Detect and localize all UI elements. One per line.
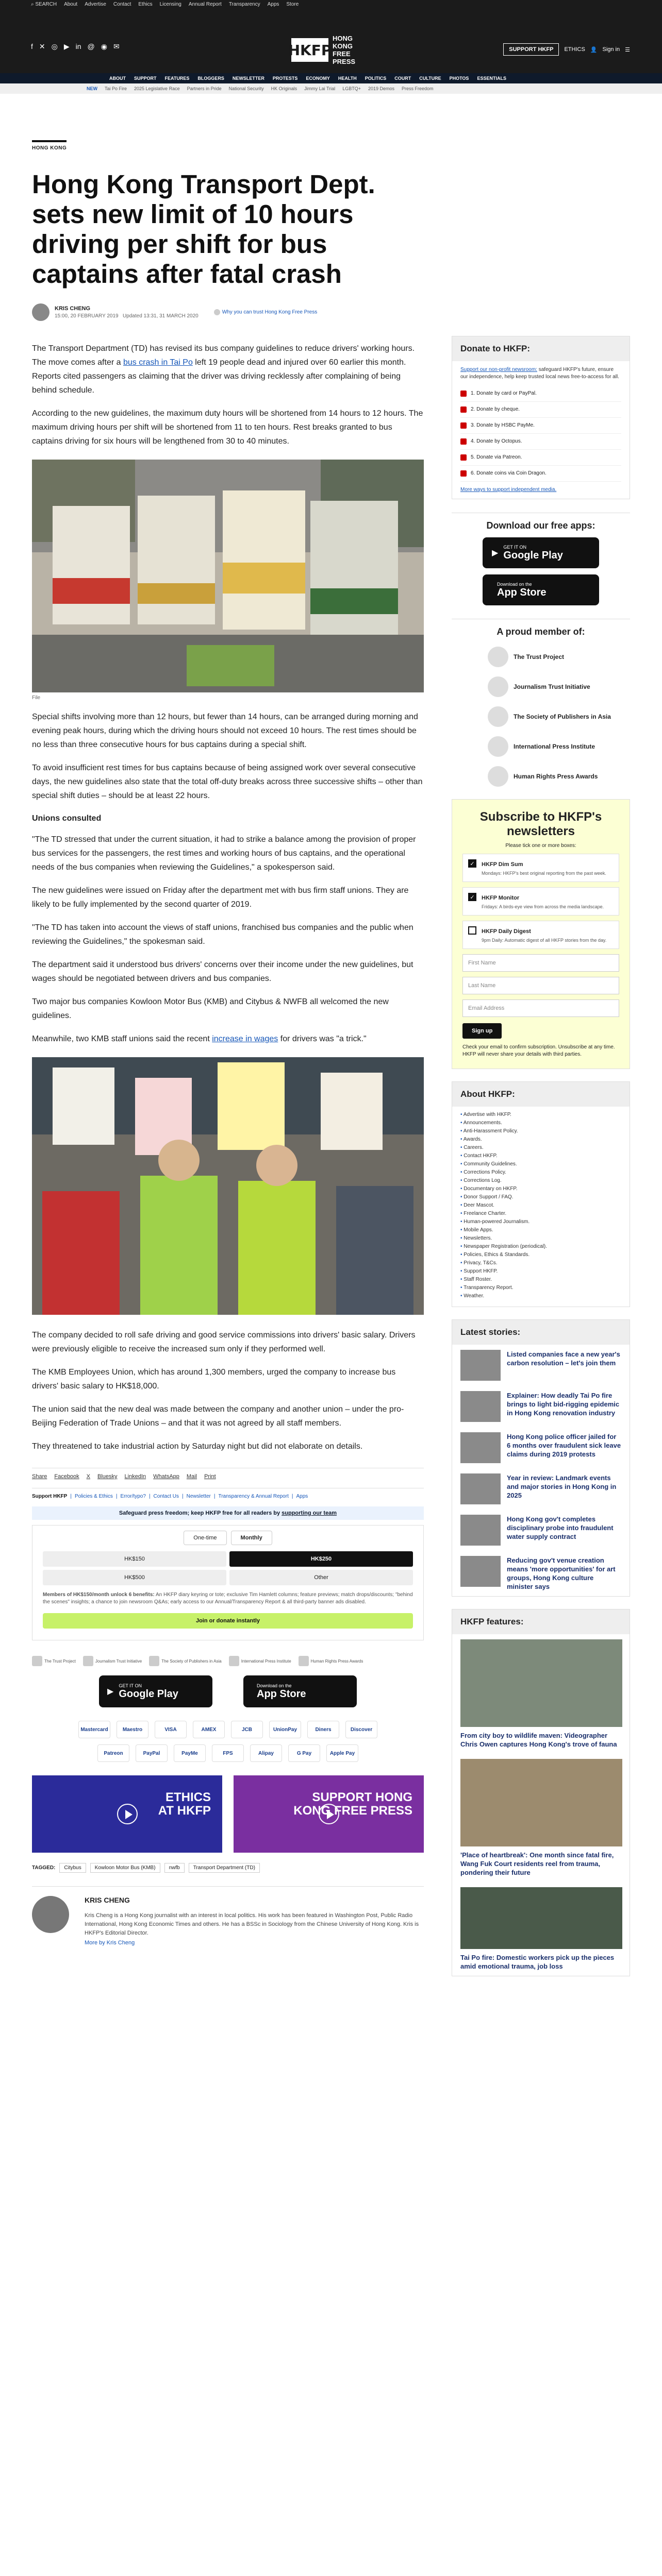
- story-thumbnail: [460, 1473, 501, 1504]
- main-nav: [0, 73, 662, 83]
- about-box: [452, 1081, 630, 1307]
- section-subhead: Unions consulted: [32, 814, 102, 823]
- amount-option[interactable]: HK$500: [43, 1570, 226, 1585]
- paragraph: The union said that the new deal was made between the company and another union – under the pro-Beijing Federation of Trade Unions – and that it was not agreed by all staff members.: [32, 1405, 404, 1428]
- nav-protests[interactable]: PROTESTS: [272, 76, 298, 81]
- donate-intro: Support our non-profit newsroom: safeguard HKFP's future, ensure our independence, help keep trusted local news free-to-access for all.: [460, 367, 619, 380]
- jti-icon: [83, 1656, 93, 1666]
- amount-option-selected[interactable]: HK$250: [229, 1551, 413, 1567]
- paragraph: The KMB Employees Union, which has around 1,300 members, urged the company to increase bus drivers' basic salary to HK$18,000.: [32, 1368, 396, 1391]
- amount-option[interactable]: HK$150: [43, 1551, 226, 1567]
- about-link[interactable]: • Community Guidelines.: [460, 1160, 621, 1168]
- newsletter-link[interactable]: Newsletter: [186, 1494, 211, 1499]
- hrpa-icon: [488, 766, 508, 787]
- topic-nav: [0, 83, 662, 94]
- feature-image: [460, 1759, 622, 1846]
- article-tags: [32, 1863, 424, 1873]
- payment-logo: Discover: [345, 1721, 377, 1738]
- ipi-badge[interactable]: International Press Institute: [229, 1656, 291, 1666]
- protest-image: [32, 1057, 424, 1315]
- about-link[interactable]: • Human-powered Journalism.: [460, 1218, 621, 1226]
- member-sopa[interactable]: The Society of Publishers in Asia: [488, 706, 630, 727]
- feature-image: [460, 1887, 622, 1949]
- tag[interactable]: nwfb: [164, 1863, 185, 1873]
- utility-contact[interactable]: Contact: [113, 1, 131, 7]
- utility-transparency[interactable]: Transparency: [228, 1, 260, 7]
- story-thumbnail: [460, 1350, 501, 1381]
- apps-link[interactable]: Apps: [296, 1494, 308, 1499]
- payment-logo: UnionPay: [269, 1721, 301, 1738]
- x-icon[interactable]: ✕: [39, 42, 45, 50]
- about-link[interactable]: • Weather.: [460, 1292, 621, 1300]
- site-header: [0, 8, 662, 73]
- join-donate-button[interactable]: Join or donate instantly: [43, 1613, 413, 1629]
- frequency-toggle: [43, 1531, 413, 1545]
- hkfp-features: [452, 1609, 630, 1976]
- author-avatar: [32, 303, 49, 321]
- first-name-field[interactable]: First Name: [462, 954, 619, 972]
- about-link[interactable]: • Newspaper Registration (periodical).: [460, 1243, 621, 1251]
- app-store-links: [32, 1675, 424, 1707]
- payment-logo: VISA: [155, 1721, 187, 1738]
- trust-project-icon: [488, 647, 508, 667]
- author-name[interactable]: KRIS CHENG: [55, 306, 91, 312]
- share-whatsapp[interactable]: WhatsApp: [153, 1473, 179, 1480]
- member-hrpa[interactable]: Human Rights Press Awards: [488, 766, 630, 787]
- ethics-link[interactable]: ETHICS: [564, 46, 585, 53]
- checkbox-checked[interactable]: ✓: [468, 859, 476, 868]
- about-link[interactable]: • Staff Roster.: [460, 1276, 621, 1284]
- youtube-icon[interactable]: ▶: [63, 42, 70, 50]
- sopa-icon: [488, 706, 508, 727]
- utility-bar: [0, 0, 662, 8]
- utility-store[interactable]: Store: [286, 1, 299, 7]
- about-link[interactable]: • Contact HKFP.: [460, 1152, 621, 1160]
- last-name-field[interactable]: Last Name: [462, 977, 619, 994]
- error-link[interactable]: Error/typo?: [120, 1494, 146, 1499]
- utility-advertise[interactable]: Advertise: [85, 1, 106, 7]
- new-badge: NEW: [87, 86, 97, 91]
- nav-bloggers[interactable]: BLOGGERS: [197, 76, 224, 81]
- member-title: A proud member of:: [452, 619, 630, 637]
- paragraph: To avoid insufficient rest times for bus captains because of being assigned work over several consecutive days, the new guidelines also state that the total off-duty breaks across three successive shifts – other than special shift duties – should be at least 22 hours.: [32, 764, 423, 800]
- publish-date: 15:00, 20 FEBRUARY 2019 Updated 13:31, 31 MARCH 2020: [55, 313, 198, 319]
- checkbox-checked[interactable]: ✓: [468, 893, 476, 901]
- about-link[interactable]: • Documentary on HKFP.: [460, 1185, 621, 1193]
- mail-icon[interactable]: ✉: [113, 42, 120, 50]
- ipi-icon: [488, 736, 508, 757]
- donate-option[interactable]: 5. Donate via Patreon.: [460, 450, 621, 466]
- story-thumbnail: [460, 1556, 501, 1587]
- feature-image: [460, 1639, 622, 1727]
- paragraph: The company decided to roll safe driving and good service commissions into drivers' basic salary. Drivers were previously eligible to receive the increased sum only if they performed well.: [32, 1331, 416, 1353]
- byline: [32, 303, 424, 321]
- more-by-author-link[interactable]: More by Kris Cheng: [85, 1940, 135, 1946]
- promo-videos: [32, 1775, 424, 1853]
- payment-logo: Diners: [307, 1721, 339, 1738]
- paragraph: According to the new guidelines, the maximum duty hours will be shortened from 14 hours to 12 hours. The maximum driving hours per shift will be shortened from 11 to ten hours. Rest breaks granted to bus captains driving for six hours will be lengthened from 30 to 40 minutes.: [32, 409, 423, 446]
- nav-about[interactable]: ABOUT: [109, 76, 126, 81]
- more-ways-link[interactable]: More ways to support independent media.: [460, 487, 557, 493]
- photo-caption: File: [32, 695, 41, 701]
- apps-title: Download our free apps:: [452, 513, 630, 531]
- utility-apps[interactable]: Apps: [267, 1, 279, 7]
- paragraph: The Transport Department (TD) has revised its bus company guidelines to reduce drivers' working hours. The move comes after a bus crash in Tai Po left 19 people dead and injured over 60 earlier this month. Reports cited passengers as claiming that the driver was driving recklessly after complaining of being behind schedule.: [32, 344, 415, 395]
- member-ipi[interactable]: International Press Institute: [488, 736, 630, 757]
- about-title: About HKFP:: [452, 1082, 630, 1107]
- feature-story[interactable]: Tai Po fire: Domestic workers pick up the pieces amid emotional trauma, job loss: [452, 1882, 630, 1976]
- sidebar-app-store-button[interactable]: Download on the App Store: [483, 574, 599, 605]
- nav-politics[interactable]: POLITICS: [365, 76, 387, 81]
- topic-partners-in-pride[interactable]: Partners in Pride: [187, 86, 222, 91]
- utility-annual-report[interactable]: Annual Report: [188, 1, 222, 7]
- topic-jimmy-lai-trial[interactable]: Jimmy Lai Trial: [304, 86, 336, 91]
- logo-mark: HKFP: [291, 38, 328, 62]
- donate-option[interactable]: 1. Donate by card or PayPal.: [460, 386, 621, 402]
- safeguard-banner: Safeguard press freedom; keep HKFP free for all readers by supporting our team: [32, 1506, 424, 1520]
- payment-logo: PayPal: [136, 1744, 168, 1762]
- share-mail[interactable]: Mail: [186, 1473, 197, 1480]
- nav-features[interactable]: FEATURES: [164, 76, 190, 81]
- jti-badge[interactable]: Journalism Trust Initiative: [83, 1656, 142, 1666]
- trust-link[interactable]: Why you can trust Hong Kong Free Press: [214, 309, 318, 315]
- paragraph: Two major bus companies Kowloon Motor Bus (KMB) and Citybus & NWFB all welcomed the new guidelines.: [32, 997, 389, 1020]
- coin-icon: [460, 470, 467, 477]
- about-link[interactable]: • Awards.: [460, 1136, 621, 1144]
- topic-national-security[interactable]: National Security: [228, 86, 264, 91]
- about-link[interactable]: • Support HKFP.: [460, 1267, 621, 1276]
- utility-search[interactable]: ⌕ SEARCH: [31, 1, 57, 7]
- story-thumbnail: [460, 1515, 501, 1546]
- author-photo: [32, 1896, 69, 1933]
- about-link[interactable]: • Announcements.: [460, 1119, 621, 1127]
- hrpa-badge[interactable]: Human Rights Press Awards: [299, 1656, 363, 1666]
- latest-story[interactable]: Hong Kong gov't completes disciplinary probe into fraudulent water supply contract: [452, 1510, 630, 1551]
- latest-story[interactable]: Year in review: Landmark events and major stories in Hong Kong in 2025: [452, 1468, 630, 1510]
- newsletter-option[interactable]: ✓ HKFP Monitor Fridays: A birds-eye view from across the media landscape.: [462, 887, 619, 916]
- nav-essentials[interactable]: ESSENTIALS: [477, 76, 506, 81]
- trust-project-badge[interactable]: The Trust Project: [32, 1656, 76, 1666]
- amount-option[interactable]: Other: [229, 1570, 413, 1585]
- transparency-link[interactable]: Transparency & Annual Report: [218, 1494, 289, 1499]
- nav-newsletter[interactable]: NEWSLETTER: [232, 76, 264, 81]
- about-link[interactable]: • Deer Mascot.: [460, 1201, 621, 1210]
- header-actions: [503, 43, 630, 56]
- latest-story[interactable]: Listed companies face a new year's carbon resolution – let's join them: [452, 1345, 630, 1386]
- about-link[interactable]: • Advertise with HKFP.: [460, 1111, 621, 1119]
- instagram-icon[interactable]: ◎: [51, 42, 58, 50]
- google-play-icon: ▶: [107, 1687, 114, 1696]
- latest-story[interactable]: Explainer: How deadly Tai Po fire brings to light bid-rigging epidemic in Hong Kong renovation industry: [452, 1386, 630, 1427]
- share-bar: [32, 1468, 424, 1480]
- app-store-button[interactable]: Download on the App Store: [243, 1675, 357, 1707]
- rss-icon[interactable]: ◉: [101, 42, 107, 50]
- utility-licensing[interactable]: Licensing: [159, 1, 181, 7]
- menu-icon[interactable]: ☰: [625, 46, 630, 53]
- hrpa-icon: [299, 1656, 309, 1666]
- share-bluesky[interactable]: Bluesky: [97, 1473, 118, 1480]
- sign-up-button[interactable]: Sign up: [462, 1023, 502, 1039]
- shield-icon: [214, 309, 220, 315]
- google-play-button[interactable]: ▶ GET IT ON Google Play: [99, 1675, 212, 1707]
- nav-culture[interactable]: CULTURE: [419, 76, 441, 81]
- protest-photo: [32, 1057, 424, 1315]
- threads-icon[interactable]: @: [87, 42, 95, 50]
- article-category[interactable]: HONG KONG: [32, 140, 67, 151]
- author-bio: Kris Cheng is a Hong Kong journalist with an interest in local politics. His work has been featured in Washington Post, Public Radio International, Hong Kong Economic Times and others. He has a BSSc in Sociology from the Chinese University of Hong Kong. Kris is HKFP's Editorial Director.: [85, 1912, 419, 1936]
- author-box: [32, 1886, 424, 1946]
- story-thumbnail: [460, 1432, 501, 1463]
- patreon-icon: [460, 454, 467, 461]
- play-icon[interactable]: [117, 1804, 138, 1824]
- membership-badges: [32, 1656, 424, 1666]
- sign-in-link[interactable]: Sign in: [602, 46, 620, 53]
- latest-title: Latest stories:: [452, 1320, 630, 1345]
- tag[interactable]: Transport Department (TD): [189, 1863, 260, 1873]
- buses-image: [32, 460, 424, 692]
- tags-label: TAGGED:: [32, 1865, 56, 1871]
- email-field[interactable]: Email Address: [462, 999, 619, 1017]
- paragraph: "The TD stressed that under the current situation, it had to strike a balance among the provision of proper bus services for the passengers, the rest times and working hours of bus captains, and the operational needs of the bus companies when reviewing the Guidelines," a spokesperson said.: [32, 835, 416, 872]
- newsletter-signup: [452, 799, 630, 1069]
- about-link[interactable]: • Corrections Policy.: [460, 1168, 621, 1177]
- donate-option[interactable]: 2. Donate by cheque.: [460, 402, 621, 418]
- ipi-icon: [229, 1656, 239, 1666]
- utility-about[interactable]: About: [64, 1, 78, 7]
- payment-logo: Patreon: [97, 1744, 129, 1762]
- paragraph: Meanwhile, two KMB staff unions said the recent increase in wages for drivers was "a trick.": [32, 1035, 367, 1043]
- linkedin-icon[interactable]: in: [75, 42, 81, 50]
- newsletter-option[interactable]: ✓ HKFP Dim Sum Mondays: HKFP's best original reporting from the past week.: [462, 854, 619, 882]
- jti-icon: [488, 676, 508, 697]
- card-icon: [460, 391, 467, 397]
- author-box-name[interactable]: KRIS CHENG: [85, 1896, 130, 1904]
- donate-list: [452, 386, 630, 482]
- about-link[interactable]: • Policies, Ethics & Standards.: [460, 1251, 621, 1259]
- about-list: [452, 1107, 630, 1300]
- payme-icon: [460, 422, 467, 429]
- donate-option[interactable]: 4. Donate by Octopus.: [460, 434, 621, 450]
- site-logo[interactable]: [288, 35, 370, 65]
- google-play-icon: ▶: [492, 549, 499, 557]
- story-thumbnail: [460, 1391, 501, 1422]
- member-trust-project[interactable]: The Trust Project: [488, 647, 630, 667]
- payment-logo: Maestro: [117, 1721, 148, 1738]
- trust-project-icon: [32, 1656, 42, 1666]
- bus-crash-link[interactable]: bus crash in Tai Po: [123, 358, 193, 367]
- paragraph: They threatened to take industrial action by Saturday night but did not elaborate on details.: [32, 1442, 363, 1451]
- payment-logo: JCB: [231, 1721, 263, 1738]
- checkbox-unchecked[interactable]: [468, 926, 476, 935]
- topic-2019-demos[interactable]: 2019 Demos: [368, 86, 394, 91]
- utility-ethics[interactable]: Ethics: [138, 1, 153, 7]
- about-link[interactable]: • Donor Support / FAQ.: [460, 1193, 621, 1201]
- subscribe-intro: Please tick one or more boxes:: [505, 843, 576, 849]
- bus-photo: [32, 460, 424, 692]
- newsletter-option[interactable]: HKFP Daily Digest 9pm Daily: Automatic digest of all HKFP stories from the day.: [462, 921, 619, 949]
- share-facebook[interactable]: Facebook: [54, 1473, 79, 1480]
- nav-court[interactable]: COURT: [394, 76, 411, 81]
- about-link[interactable]: • Privacy, T&Cs.: [460, 1259, 621, 1267]
- cheque-icon: [460, 406, 467, 413]
- article: [32, 140, 424, 1946]
- support-video[interactable]: SUPPORT HONG KONG FREE PRESS: [234, 1775, 424, 1853]
- sopa-icon: [149, 1656, 159, 1666]
- share-linkedin[interactable]: LinkedIn: [124, 1473, 146, 1480]
- about-link[interactable]: • Freelance Charter.: [460, 1210, 621, 1218]
- paragraph: "The TD has taken into account the views of staff unions, franchised bus companies and the public when reviewing the Guidelines," the spokesman said.: [32, 923, 413, 946]
- about-link[interactable]: • Anti-Harassment Policy.: [460, 1127, 621, 1136]
- topic-legislative-race[interactable]: 2025 Legislative Race: [134, 86, 180, 91]
- payment-logo: AMEX: [193, 1721, 225, 1738]
- paragraph: The new guidelines were issued on Friday after the department met with bus firm staff unions. They are likely to be fully implemented by the second quarter of 2019.: [32, 886, 409, 909]
- support-hkfp-button[interactable]: SUPPORT HKFP: [503, 43, 559, 56]
- payment-logo: Mastercard: [78, 1721, 110, 1738]
- tag[interactable]: Kowloon Motor Bus (KMB): [90, 1863, 160, 1873]
- paragraph: The department said it understood bus drivers' concerns over their income under the new guidelines, but wages should be negotiated between drivers and bus companies.: [32, 960, 413, 983]
- feature-story[interactable]: From city boy to wildlife maven: Videographer Chris Owen captures Hong Kong's trove of fauna: [452, 1634, 630, 1754]
- nav-support[interactable]: SUPPORT: [134, 76, 157, 81]
- donate-title: Donate to HKFP:: [452, 336, 630, 361]
- wage-increase-link[interactable]: increase in wages: [212, 1035, 278, 1043]
- social-links: [31, 42, 120, 51]
- share-label: Share: [32, 1473, 47, 1480]
- ethics-video[interactable]: ETHICS AT HKFP: [32, 1775, 222, 1853]
- donate-option[interactable]: 3. Donate by HSBC PayMe.: [460, 418, 621, 434]
- nav-health[interactable]: HEALTH: [338, 76, 357, 81]
- payment-logo: Alipay: [250, 1744, 282, 1762]
- features-title: HKFP features:: [452, 1609, 630, 1634]
- amount-options: [43, 1551, 413, 1585]
- tag[interactable]: Citybus: [59, 1863, 86, 1873]
- latest-story[interactable]: Reducing gov't venue creation means 'more opportunities' for art groups, Hong Kong culture minister says: [452, 1551, 630, 1596]
- sidebar-google-play-button[interactable]: ▶ GET IT ON Google Play: [483, 537, 599, 568]
- subscribe-fine-print: Check your email to confirm subscription. Unsubscribe at any time. HKFP will never share your details with third parties.: [462, 1044, 615, 1057]
- topic-lgbtq[interactable]: LGBTQ+: [342, 86, 361, 91]
- payment-logo: PayMe: [174, 1744, 206, 1762]
- paragraph: Special shifts involving more than 12 hours, but fewer than 14 hours, can be arranged during morning and evening peak hours, during which the driving hours should not exceed 10 hours. The rest times should be no less than three consecutive hours for bus captains during a special shift.: [32, 713, 418, 749]
- donate-box: [452, 336, 630, 499]
- topic-tai-po-fire[interactable]: Tai Po Fire: [105, 86, 127, 91]
- user-icon: 👤: [590, 46, 598, 53]
- about-link[interactable]: • Mobile Apps.: [460, 1226, 621, 1234]
- hkfp-links: Support HKFP | Policies & Ethics | Error/typo? | Contact Us | Newsletter | Transparency & Annual Report | Apps: [32, 1488, 424, 1499]
- sopa-badge[interactable]: The Society of Publishers in Asia: [149, 1656, 222, 1666]
- payment-logo: FPS: [212, 1744, 244, 1762]
- logo-text: HONG KONG FREE PRESS: [333, 35, 356, 65]
- support-hkfp-link[interactable]: Support HKFP: [32, 1494, 68, 1499]
- about-link[interactable]: • Newsletters.: [460, 1234, 621, 1243]
- support-team-link[interactable]: supporting our team: [282, 1510, 337, 1516]
- octopus-icon: [460, 438, 467, 445]
- freq-one-time[interactable]: One-time: [184, 1531, 226, 1545]
- nav-economy[interactable]: ECONOMY: [306, 76, 330, 81]
- topic-hk-originals[interactable]: HK Originals: [271, 86, 297, 91]
- freq-monthly[interactable]: Monthly: [231, 1531, 272, 1545]
- about-link[interactable]: • Transparency Report.: [460, 1284, 621, 1292]
- share-x[interactable]: X: [86, 1473, 91, 1480]
- sidebar: [452, 336, 630, 1976]
- support-newsroom-link[interactable]: Support our non-profit newsroom:: [460, 367, 537, 372]
- facebook-icon[interactable]: f: [31, 42, 33, 50]
- policies-link[interactable]: Policies & Ethics: [74, 1494, 113, 1499]
- payment-logo: G Pay: [288, 1744, 320, 1762]
- payment-logo: Apple Pay: [326, 1744, 358, 1762]
- membership-note: Members of HK$150/month unlock 6 benefits: An HKFP diary keyring or tote; exclusive Tim Hamlett columns; feature previews; match drops/discounts; "behind the scenes" insights; a chance to join newsroom Q&As; early access to our Annual/Transparency Report & all third-party banner ads disabled.: [43, 1592, 413, 1605]
- about-link[interactable]: • Corrections Log.: [460, 1177, 621, 1185]
- latest-story[interactable]: Hong Kong police officer jailed for 6 months over fraudulent sick leave claims during 2019 protests: [452, 1427, 630, 1468]
- topic-press-freedom[interactable]: Press Freedom: [401, 86, 434, 91]
- about-link[interactable]: • Careers.: [460, 1144, 621, 1152]
- donation-widget: [32, 1525, 424, 1640]
- nav-photos[interactable]: PHOTOS: [449, 76, 469, 81]
- share-print[interactable]: Print: [204, 1473, 216, 1480]
- feature-story[interactable]: 'Place of heartbreak': One month since fatal fire, Wang Fuk Court residents reel from trauma, pondering their future: [452, 1754, 630, 1882]
- article-headline: Hong Kong Transport Dept. sets new limit of 10 hours driving per shift for bus captains after fatal crash: [32, 170, 375, 289]
- latest-stories: [452, 1319, 630, 1597]
- member-jti[interactable]: Journalism Trust Initiative: [488, 676, 630, 697]
- subscribe-title: Subscribe to HKFP's newsletters: [479, 810, 602, 838]
- donate-option[interactable]: 6. Donate coins via Coin Dragon.: [460, 466, 621, 482]
- contact-link[interactable]: Contact Us: [153, 1494, 179, 1499]
- payment-methods: [32, 1721, 424, 1762]
